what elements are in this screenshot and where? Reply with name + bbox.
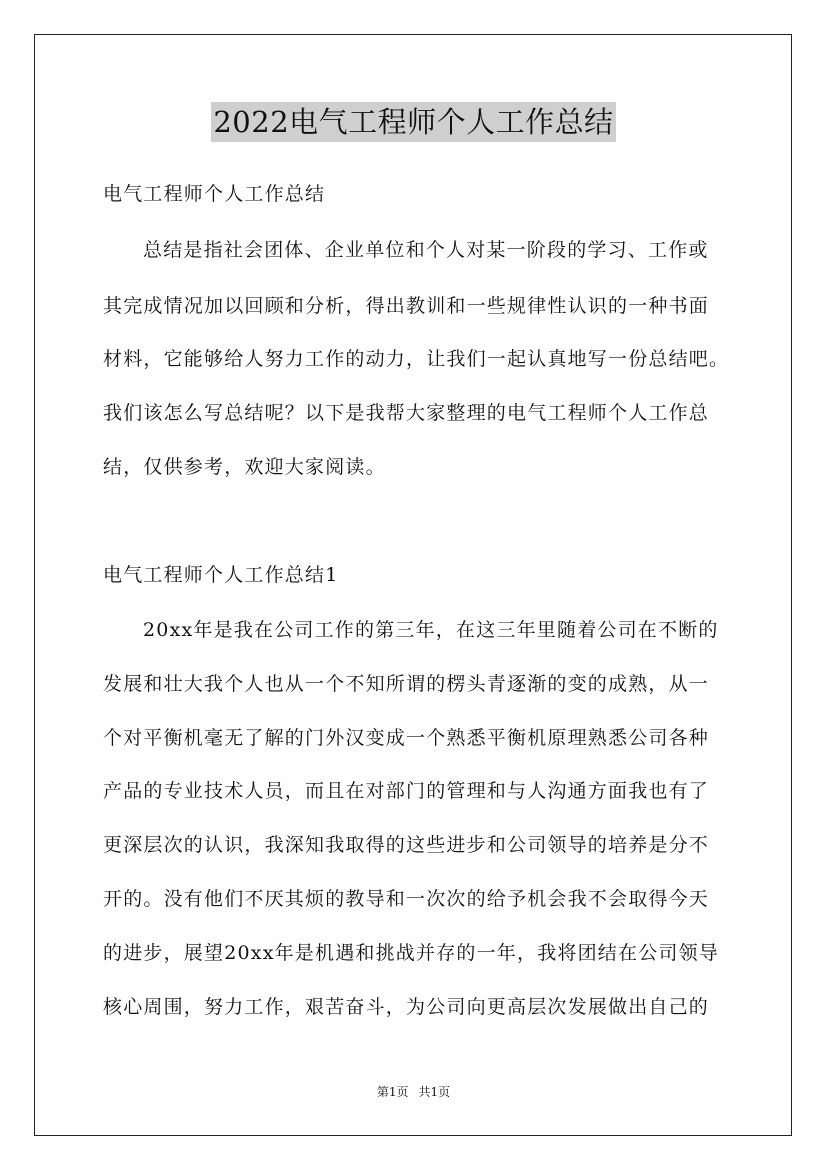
paragraph-line: 其完成情况加以回顾和分析，得出教训和一些规律性认识的一种书面 bbox=[103, 295, 710, 317]
title-container bbox=[0, 102, 827, 142]
paragraph-line: 核心周围，努力工作，艰苦奋斗，为公司向更高层次发展做出自己的 bbox=[103, 996, 710, 1018]
paragraph-line: 结，仅供参考，欢迎大家阅读。 bbox=[103, 456, 386, 478]
paragraph-line: 发展和壮大我个人也从一个不知所谓的楞头青逐渐的变的成熟，从一 bbox=[103, 673, 710, 695]
page-number: 第1页 bbox=[376, 1085, 409, 1099]
paragraph-line: 开的。没有他们不厌其烦的教导和一次次的给予机会我不会取得今天 bbox=[103, 888, 710, 910]
paragraph-line: 总结是指社会团体、企业单位和个人对某一阶段的学习、工作或 bbox=[143, 239, 709, 261]
section-heading-intro: 电气工程师个人工作总结 bbox=[103, 183, 326, 205]
paragraph-line: 更深层次的认识，我深知我取得的这些进步和公司领导的培养是分不 bbox=[103, 834, 710, 856]
paragraph-line: 个对平衡机毫无了解的门外汉变成一个熟悉平衡机原理熟悉公司各种 bbox=[103, 727, 710, 749]
document-title: 2022电气工程师个人工作总结 bbox=[211, 102, 615, 142]
paragraph-line: 产品的专业技术人员，而且在对部门的管理和与人沟通方面我也有了 bbox=[103, 780, 710, 802]
section-heading-1: 电气工程师个人工作总结1 bbox=[103, 564, 339, 586]
paragraph-line: 我们该怎么写总结呢？以下是我帮大家整理的电气工程师个人工作总 bbox=[103, 402, 710, 424]
page-footer bbox=[0, 1084, 827, 1100]
paragraph-line: 的进步，展望20xx年是机遇和挑战并存的一年，我将团结在公司领导 bbox=[103, 942, 720, 964]
paragraph-line: 20xx年是我在公司工作的第三年，在这三年里随着公司在不断的 bbox=[143, 619, 719, 641]
paragraph-line: 材料，它能够给人努力工作的动力，让我们一起认真地写一份总结吧。 bbox=[103, 348, 730, 370]
page-total: 共1页 bbox=[418, 1085, 451, 1099]
